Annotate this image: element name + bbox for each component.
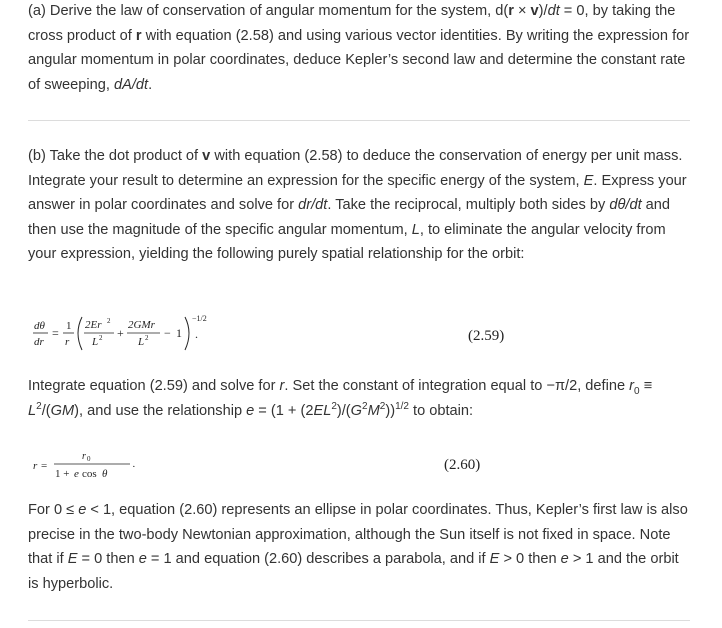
part-b-text: . Take the reciprocal, multiply both sides by bbox=[327, 197, 610, 213]
final-text: > 0 then bbox=[499, 551, 561, 567]
part-b-text: Take the dot product of bbox=[49, 148, 203, 164]
part-a-paragraph bbox=[28, 0, 692, 97]
gm-var: GM bbox=[50, 402, 75, 419]
svg-text:+: + bbox=[117, 326, 124, 340]
final-text: For 0 ≤ bbox=[28, 502, 79, 518]
svg-text:2: 2 bbox=[107, 317, 111, 325]
part-b-text: with equation (2.58) to deduce the conservation of energy per unit mass. Integrate your result to determine an expression for the specific energy of the system, bbox=[28, 148, 683, 189]
part-b-text: and then use the magnitude of the specific angular momentum, bbox=[28, 197, 671, 238]
integrate-text: ), and use the relationship bbox=[74, 402, 247, 419]
vector-v: v bbox=[530, 3, 539, 19]
equation-2-59-number: (2.59) bbox=[468, 328, 505, 344]
integrate-text: = (1 + (2 bbox=[254, 402, 314, 419]
dtheta-dt-var: dθ/dt bbox=[609, 197, 642, 213]
part-b-text: . Express your answer in polar coordinates and solve for bbox=[28, 172, 687, 213]
equation-2-60-graphic bbox=[32, 446, 172, 486]
svg-text:1: 1 bbox=[66, 320, 72, 332]
equation-2-60-number: (2.60) bbox=[444, 457, 481, 473]
equation-2-59-graphic bbox=[32, 312, 272, 356]
exponent-2: 2 bbox=[379, 400, 386, 412]
svg-text:e: e bbox=[74, 468, 79, 480]
r0-subscript: 0 bbox=[634, 385, 640, 397]
exponent-half: 1/2 bbox=[395, 400, 409, 412]
energy-var: E bbox=[583, 172, 594, 189]
eccentricity-var: e bbox=[78, 502, 87, 518]
vector-r: r bbox=[508, 3, 514, 19]
svg-text:2Er: 2Er bbox=[85, 319, 102, 331]
svg-text:2GMr: 2GMr bbox=[128, 319, 155, 331]
svg-text:.: . bbox=[195, 327, 198, 341]
equation-2-60 bbox=[32, 446, 172, 486]
part-a-text: with equation (2.58) and using various vector identities. By writing the expression for angular momentum in polar coordinates, deduce Kepler’s second law and determine the constant rate of sweeping, bbox=[28, 27, 690, 93]
integrate-text: . Set the constant of integration equal to −π/2, define bbox=[284, 378, 630, 394]
svg-text:2: 2 bbox=[99, 334, 103, 342]
integrate-text: )) bbox=[385, 402, 396, 419]
vector-v: v bbox=[202, 148, 211, 164]
exponent-2: 2 bbox=[36, 400, 42, 412]
integrate-paragraph bbox=[28, 374, 692, 423]
part-a-label: (a) bbox=[28, 3, 46, 19]
divider bbox=[28, 620, 690, 621]
svg-text:dθ: dθ bbox=[34, 320, 45, 332]
da-dt-var: dA/dt bbox=[114, 76, 149, 93]
cross-symbol: × bbox=[513, 3, 531, 19]
final-text: = 0 then bbox=[77, 551, 139, 567]
energy-var: E bbox=[489, 551, 500, 567]
svg-text:r: r bbox=[82, 451, 86, 462]
g-var: G bbox=[350, 402, 363, 419]
final-paragraph bbox=[28, 498, 692, 596]
svg-text:=: = bbox=[52, 326, 59, 340]
svg-text:L: L bbox=[92, 336, 99, 348]
integrate-text: /( bbox=[41, 402, 51, 419]
svg-text:r: r bbox=[33, 460, 38, 472]
svg-text:2: 2 bbox=[145, 334, 149, 342]
part-a-text: )/ bbox=[538, 3, 548, 19]
part-a-text: Derive the law of conservation of angular momentum for the system, d( bbox=[49, 3, 509, 19]
vector-r: r bbox=[135, 27, 142, 44]
dt-var: dt bbox=[547, 3, 560, 19]
part-a-text: . bbox=[148, 76, 153, 93]
svg-text:dr: dr bbox=[34, 336, 44, 348]
svg-text:0: 0 bbox=[87, 455, 91, 463]
svg-text:1 +: 1 + bbox=[55, 468, 70, 480]
eccentricity-var: e bbox=[246, 402, 255, 419]
m-var: M bbox=[367, 402, 380, 419]
part-b-paragraph bbox=[28, 144, 692, 267]
dr-dt-var: dr/dt bbox=[298, 197, 328, 213]
svg-text:cos: cos bbox=[82, 468, 97, 480]
angular-momentum-var: L bbox=[411, 221, 420, 238]
integrate-text: ≡ bbox=[639, 378, 653, 394]
part-b-label: (b) bbox=[28, 148, 46, 164]
svg-text:−: − bbox=[164, 326, 171, 340]
final-text: < 1, equation (2.60) represents an ellipse in polar coordinates. Thus, Kepler’s first law is also precise in the two-body Newtonian approximation, although the Sun itself is not fixed in space. Note that if bbox=[28, 502, 688, 567]
final-text: = 1 and equation (2.60) describes a parabola, and if bbox=[146, 551, 490, 567]
svg-text:θ: θ bbox=[102, 468, 108, 480]
el-var: EL bbox=[313, 402, 332, 419]
eccentricity-var: e bbox=[138, 551, 147, 567]
exponent-2: 2 bbox=[331, 400, 337, 412]
r-var: r bbox=[279, 378, 285, 394]
integrate-text: to obtain: bbox=[408, 402, 474, 419]
svg-text:=: = bbox=[41, 460, 48, 472]
r0-var: r bbox=[629, 378, 634, 394]
l-var: L bbox=[28, 402, 37, 419]
svg-text:1: 1 bbox=[176, 326, 182, 340]
svg-text:r: r bbox=[65, 336, 70, 348]
svg-text:·: · bbox=[132, 461, 136, 473]
integrate-text: Integrate equation (2.59) and solve for bbox=[28, 378, 280, 394]
eccentricity-var: e bbox=[560, 551, 569, 567]
integrate-text: )/( bbox=[336, 402, 351, 419]
part-a-text: = 0, by taking the cross product of bbox=[28, 3, 676, 44]
part-b-text: , to eliminate the angular velocity from your expression, yielding the following purely spatial relationship for the orbit: bbox=[28, 221, 666, 262]
final-text: > 1 and the orbit is hyperbolic. bbox=[28, 551, 679, 592]
svg-text:−1/2: −1/2 bbox=[192, 314, 207, 323]
exponent-2: 2 bbox=[362, 400, 368, 412]
svg-text:L: L bbox=[138, 336, 145, 348]
energy-var: E bbox=[67, 551, 78, 567]
divider bbox=[28, 120, 690, 121]
equation-2-59 bbox=[32, 312, 272, 356]
